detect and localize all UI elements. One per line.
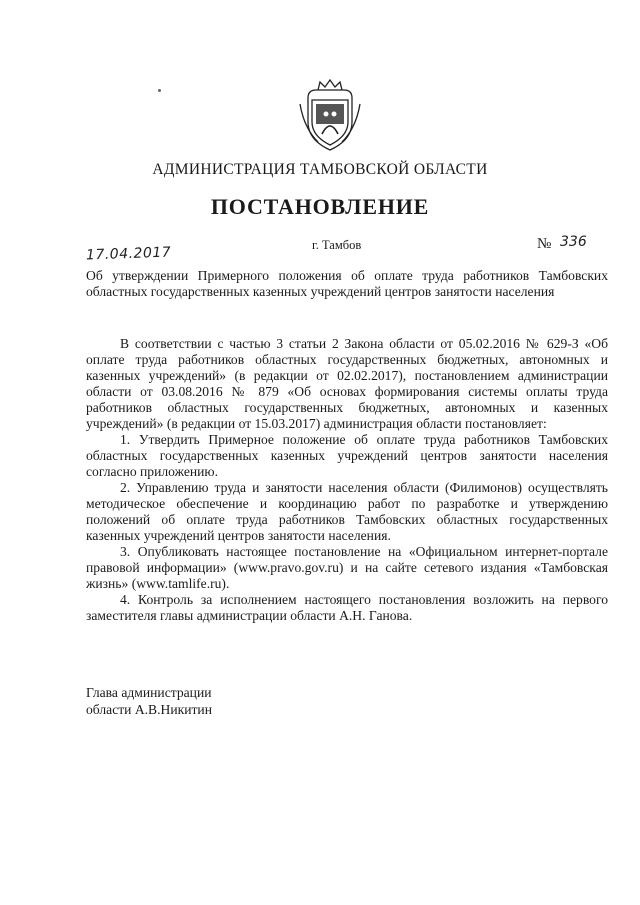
- item-paragraph-1: 1. Утвердить Примерное положение об оплате труда работников Тамбовских областных государственных казенных учреждений центров занятости населения согласно приложению.: [86, 432, 608, 479]
- document-type-title: ПОСТАНОВЛЕНИЕ: [210, 194, 430, 219]
- organization-name: АДМИНИСТРАЦИЯ ТАМБОВСКОЙ ОБЛАСТИ: [152, 161, 488, 178]
- item-paragraph-3: 3. Опубликовать настоящее постановление на «Официальном интернет-портале правовой информации» (www.pravo.gov.ru) и на сайте сетевого издания «Тамбовская жизнь» (www.tamlife.ru).: [86, 544, 608, 591]
- coat-of-arms-emblem: [298, 78, 362, 154]
- signature-title: Глава администрации: [86, 685, 212, 700]
- number-label: №: [537, 236, 552, 252]
- item-paragraph-2: 2. Управлению труда и занятости населения области (Филимонов) осуществлять методическое обеспечение и координацию работ по разработке и утверждению положений об оплате труда работников Тамбовских областных государственных казенных учреждений центров занятости населения.: [86, 480, 608, 543]
- scan-speck: [158, 89, 161, 92]
- signature-name: области А.В.Никитин: [86, 702, 212, 717]
- item-paragraph-4: 4. Контроль за исполнением настоящего постановления возложить на первого заместителя главы администрации области А.Н. Ганова.: [86, 592, 608, 623]
- preamble-paragraph: В соответствии с частью 3 статьи 2 Закона области от 05.02.2016 № 629-З «Об оплате труда работников областных государственных бюджетных, автономных и казенных учреждений» (в редакции от 02.02.2017), постановлением администрации области от 03.08.2016 № 879 «Об основах формирования системы оплаты труда работников областных государственных бюджетных, автономных и казенных учреждений» (в редакции от 15.03.2017) администрация области постановляет:: [86, 336, 608, 431]
- handwritten-date: 17.04.2017: [85, 244, 172, 264]
- signature-block: [86, 684, 212, 718]
- city-label: г. Тамбов: [312, 238, 362, 252]
- handwritten-number: 336: [560, 234, 587, 250]
- document-body: [86, 336, 608, 624]
- document-subject: Об утверждении Примерного положения об оплате труда работников Тамбовских областных государственных казенных учреждений центров занятости населения: [86, 268, 608, 299]
